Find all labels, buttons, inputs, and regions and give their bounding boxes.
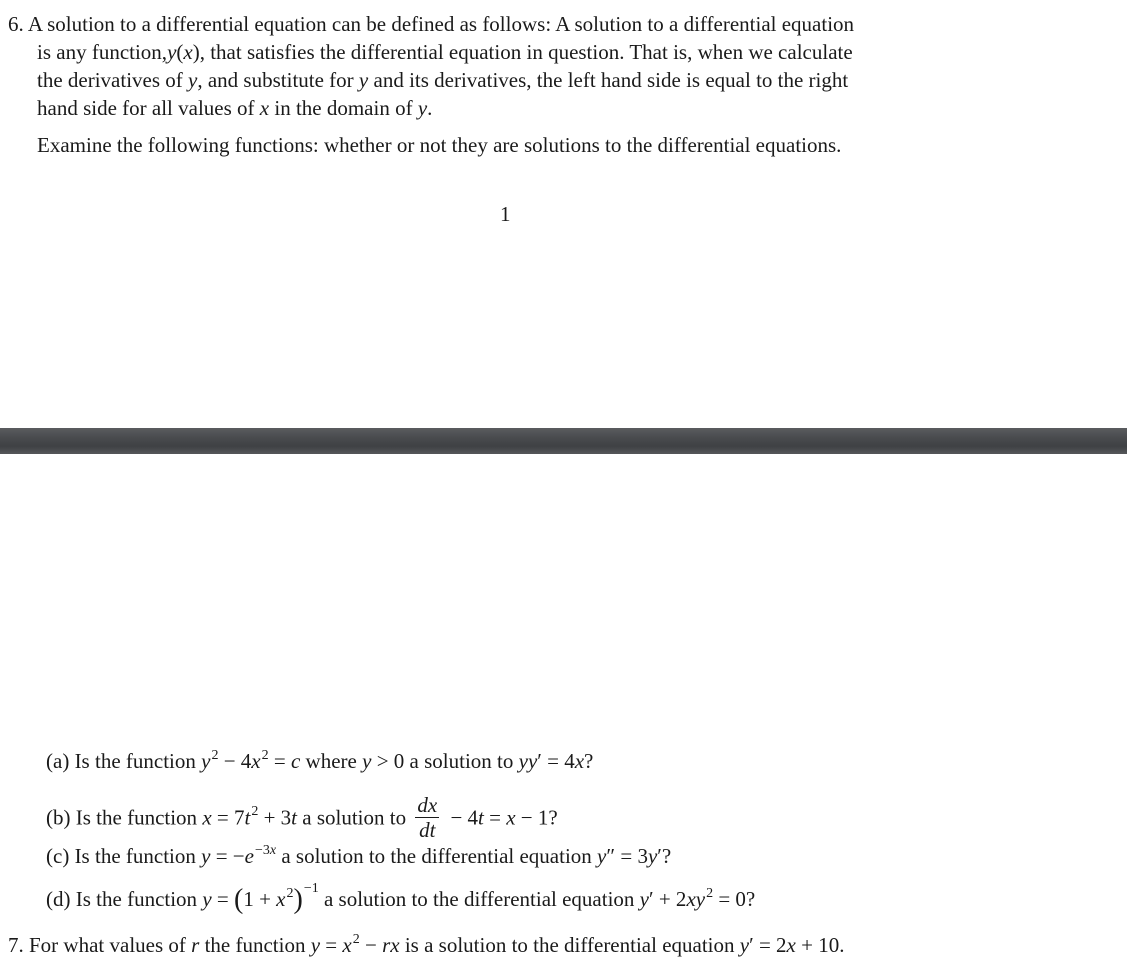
part-a-label: (a) bbox=[46, 749, 70, 773]
problem-6-line-4: hand side for all values of x in the domain of y. bbox=[37, 96, 433, 120]
problem-6-line-1: 6. A solution to a differential equation can be defined as follows: A solution to a differential equation bbox=[8, 12, 855, 36]
problem-7: 7. For what values of r the function $y = x^2$ − rx is a solution to the differential equation y′ = 2x + 10. bbox=[8, 932, 845, 957]
part-b: (b) Is the function $x = 7t^2 + 3t$ a solution to $\frac{dx}{dt}$ − 4t = x − 1? bbox=[46, 793, 558, 842]
part-b-label: (b) bbox=[46, 805, 71, 830]
problem-7-number: 7. bbox=[8, 933, 24, 957]
page-top bbox=[0, 0, 1127, 428]
page-number: 1 bbox=[500, 202, 511, 226]
page-separator bbox=[0, 428, 1127, 454]
part-a: (a) Is the function $y^2 - 4x^2 = c$ where y > 0 a solution to yy′ = 4x? bbox=[46, 748, 594, 773]
problem-6-number: 6. bbox=[8, 12, 24, 36]
problem-6-instruction: Examine the following functions: whether or not they are solutions to the differential equations. bbox=[37, 133, 842, 157]
part-d: (d) Is the function $y = (1 + x^2)^{-1}$ a solution to the differential equation $y' + 2xy^2 = 0$? bbox=[46, 881, 756, 915]
fraction-dx-dt: $\frac{dx}{dt}$ bbox=[417, 793, 438, 842]
problem-6-line-3: the derivatives of y, and substitute for y and its derivatives, the left hand side is equal to the right bbox=[37, 68, 849, 92]
problem-6-line-2: is any function,y(x), that satisfies the differential equation in question. That is, when we calculate bbox=[37, 40, 853, 64]
page-bottom bbox=[0, 454, 1127, 968]
part-d-label: (d) bbox=[46, 887, 71, 911]
part-c-label: (c) bbox=[46, 844, 70, 868]
part-c: (c) Is the function $y = -e^{-3x}$ a solution to the differential equation y″ = 3y′? bbox=[46, 843, 672, 868]
